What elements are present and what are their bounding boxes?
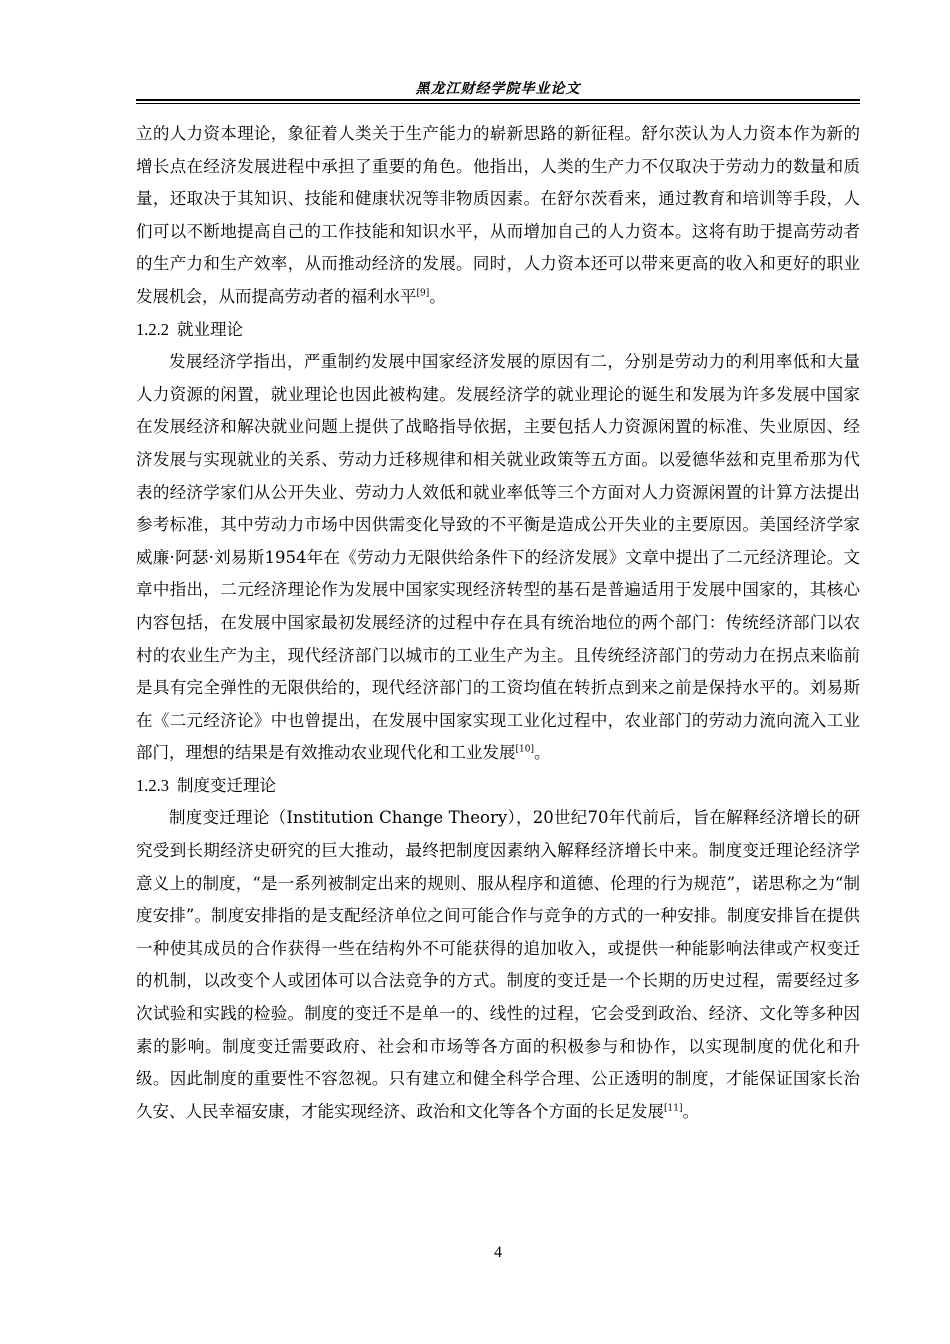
citation-9: [9] xyxy=(416,288,430,299)
running-header: 黑龙江财经学院毕业论文 xyxy=(415,81,581,97)
header-rule-thick xyxy=(136,99,860,101)
section-title: 就业理论 xyxy=(177,319,243,339)
section-number: 1.2.2 xyxy=(136,319,169,339)
page-number: 4 xyxy=(494,1244,502,1261)
section-number: 1.2.3 xyxy=(136,775,169,795)
paragraph-employment: 发展经济学指出，严重制约发展中国家经济发展的原因有二，分别是劳动力的利用率低和大量人力资源的闲置，就业理论也因此被构建。发展经济学的就业理论的诞生和发展为许多发展中国家在发展经济和解决就业问题上提供了战略指导依据，主要包括人力资源闲置的标准、失业原因、经济发展与实现就业的关系、劳动力迁移规律和相关就业政策等五方面。以爱德华兹和克里希那为代表的经济学家们从公开失业、劳动力人效低和就业率低等三个方面对人力资源闲置的计算方法提出参考标准，其中劳动力市场中因供需变化导致的不平衡是造成公开失业的主要原因。美国经济学家威廉·阿瑟·刘易斯1954年在《劳动力无限供给条件下的经济发展》文章中提出了二元经济理论。文章中指出，二元经济理论作为发展中国家实现经济转型的基石是普遍适用于发展中国家的，其核心内容包括，在发展中国家最初发展经济的过程中存在具有统治地位的两个部门：传统经济部门以农村的农业生产为主，现代经济部门以城市的工业生产为主。且传统经济部门的劳动力在拐点来临前是具有完全弹性的无限供给的，现代经济部门的工资均值在转折点到来之前是保持水平的。刘易斯在《二元经济论》中也曾提出，在发展中国家实现工业化过程中，农业部门的劳动力流向流入工业部门，理想的结果是有效推动农业现代化和工业发展[10]。 xyxy=(136,352,860,763)
body-text xyxy=(136,118,860,1128)
section-heading-employment xyxy=(136,314,860,347)
section-title: 制度变迁理论 xyxy=(177,775,276,795)
citation-11: [11] xyxy=(664,1103,683,1114)
section-heading-institution xyxy=(136,770,860,803)
header-rule-thin xyxy=(136,103,860,104)
paragraph-human-capital: 立的人力资本理论，象征着人类关于生产能力的崭新思路的新征程。舒尔茨认为人力资本作为新的增长点在经济发展进程中承担了重要的角色。他指出，人类的生产力不仅取决于劳动力的数量和质量，还取决于其知识、技能和健康状况等非物质因素。在舒尔茨看来，通过教育和培训等手段，人们可以不断地提高自己的工作技能和知识水平，从而增加自己的人力资本。这将有助于提高劳动者的生产力和生产效率，从而推动经济的发展。同时，人力资本还可以带来更高的收入和更好的职业发展机会，从而提高劳动者的福利水平[9]。 xyxy=(136,124,860,306)
paragraph-institution: 制度变迁理论（Institution Change Theory），20世纪70年代前后，旨在解释经济增长的研究受到长期经济史研究的巨大推动，最终把制度因素纳入解释经济增长中来。制度变迁理论经济学意义上的制度，“是一系列被制定出来的规则、服从程序和道德、伦理的行为规范”，诺思称之为“制度安排”。制度安排指的是支配经济单位之间可能合作与竞争的方式的一种安排。制度安排旨在提供一种使其成员的合作获得一些在结构外不可能获得的追加收入，或提供一种能影响法律或产权变迁的机制，以改变个人或团体可以合法竞争的方式。制度的变迁是一个长期的历史过程，需要经过多次试验和实践的检验。制度的变迁不是单一的、线性的过程，它会受到政治、经济、文化等多种因素的影响。制度变迁需要政府、社会和市场等各方面的积极参与和协作，以实现制度的优化和升级。因此制度的重要性不容忽视。只有建立和健全科学合理、公正透明的制度，才能保证国家长治久安、人民幸福安康，才能实现经济、政治和文化等各个方面的长足发展[11]。 xyxy=(136,808,860,1121)
citation-10: [10] xyxy=(515,744,534,755)
